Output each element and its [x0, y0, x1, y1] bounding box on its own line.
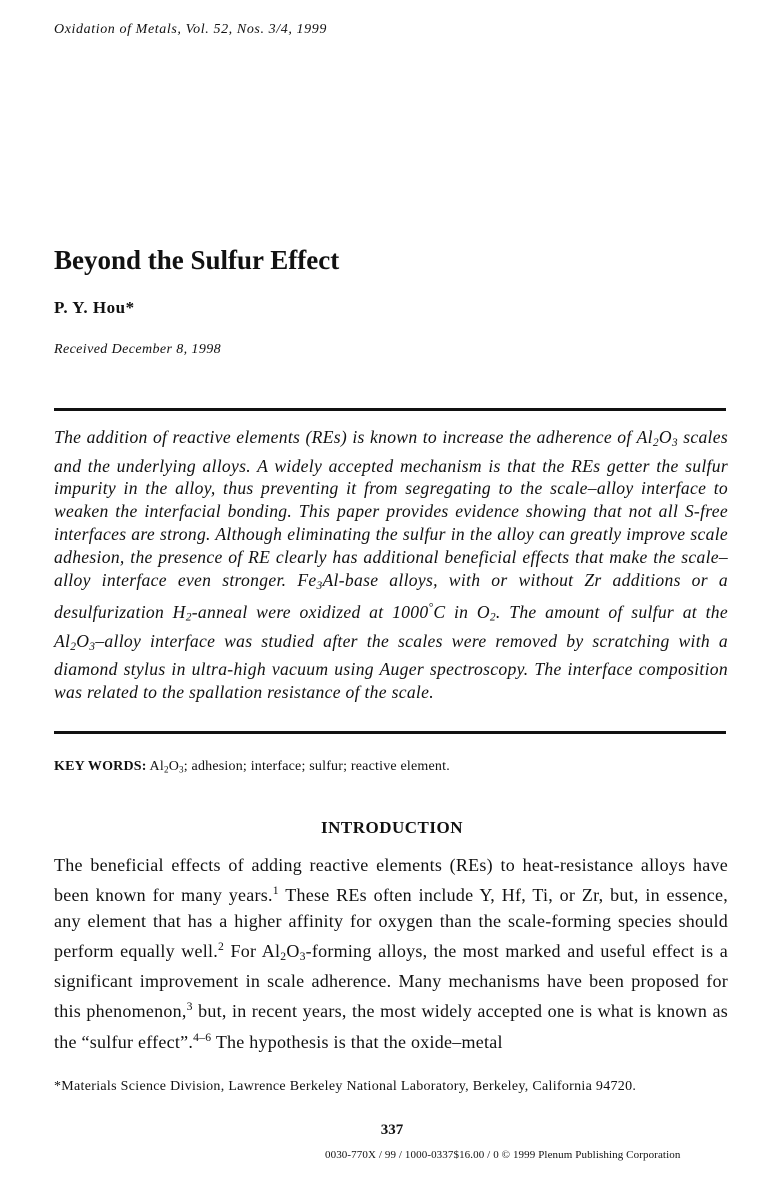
introduction-paragraph: The beneficial effects of adding reactive elements (REs) to heat-resistance alloys have been known for many years.$^1$ These REs often include Y, Hf, Ti, or Zr, but, in essence, any element that has a higher affinity for oxygen than the scale-forming species should perform equally well.$^2$ For $Al_2O_3$-forming alloys, the most marked and useful effect is a significant improvement in scale adherence. Many mechanisms have been proposed for this phenomenon,$^3$ but, in recent years, the most widely accepted one is what is known as the “sulfur effect”.$^{4-6}$ The hypothesis is that the oxide–metal: [54, 855, 728, 1052]
copyright-line: 0030-770X / 99 / 1000-0337$16.00 / 0 © 1999 Plenum Publishing Corporation: [325, 1149, 681, 1161]
abstract-top-rule: [54, 408, 726, 411]
article-title: Beyond the Sulfur Effect: [54, 245, 340, 275]
page-number: 337: [380, 1122, 404, 1138]
citation-ref: 3: [186, 1000, 193, 1014]
citation-ref: 2: [218, 939, 225, 953]
abstract: The addition of reactive elements (REs) is known to increase the adherence of $Al_2O_3$ scales and the underlying alloys. A widely accepted mechanism is that the REs getter the sulfur impurity in the alloy, thus preventing it from segregating to the scale–alloy interface to weaken the interfacial bonding. This paper provides evidence showing that not all S-free interfaces are strong. Although eliminating the sulfur in the alloy can greatly improve scale adhesion, the presence of RE clearly has additional beneficial effects that make the scale–alloy interface even stronger. $Fe_3Al$-base alloys, with or without Zr additions or a desulfurization $H_2$-anneal were oxidized at 1000°C in $O_2$. The amount of sulfur at the $Al_2O_3$–alloy interface was studied after the scales were removed by scratching with a diamond stylus in ultra-high vacuum using Auger spectroscopy. The interface composition was related to the spallation resistance of the scale.: [54, 427, 728, 703]
citation-ref: 4–6: [193, 1030, 212, 1044]
received-date: Received December 8, 1998: [54, 342, 222, 357]
author-affiliation-footnote: *Materials Science Division, Lawrence Berkeley National Laboratory, Berkeley, California 94720.: [54, 1079, 637, 1094]
journal-citation: Oxidation of Metals, Vol. 52, Nos. 3/4, 1999: [54, 22, 327, 37]
section-heading-introduction: INTRODUCTION: [320, 818, 464, 837]
abstract-bottom-rule: [54, 731, 726, 734]
article-author: P. Y. Hou*: [54, 298, 135, 317]
keywords: KEY WORDS: $Al_2O_3$; adhesion; interface; sulfur; reactive element.: [54, 759, 450, 775]
citation-ref: 1: [272, 884, 279, 898]
